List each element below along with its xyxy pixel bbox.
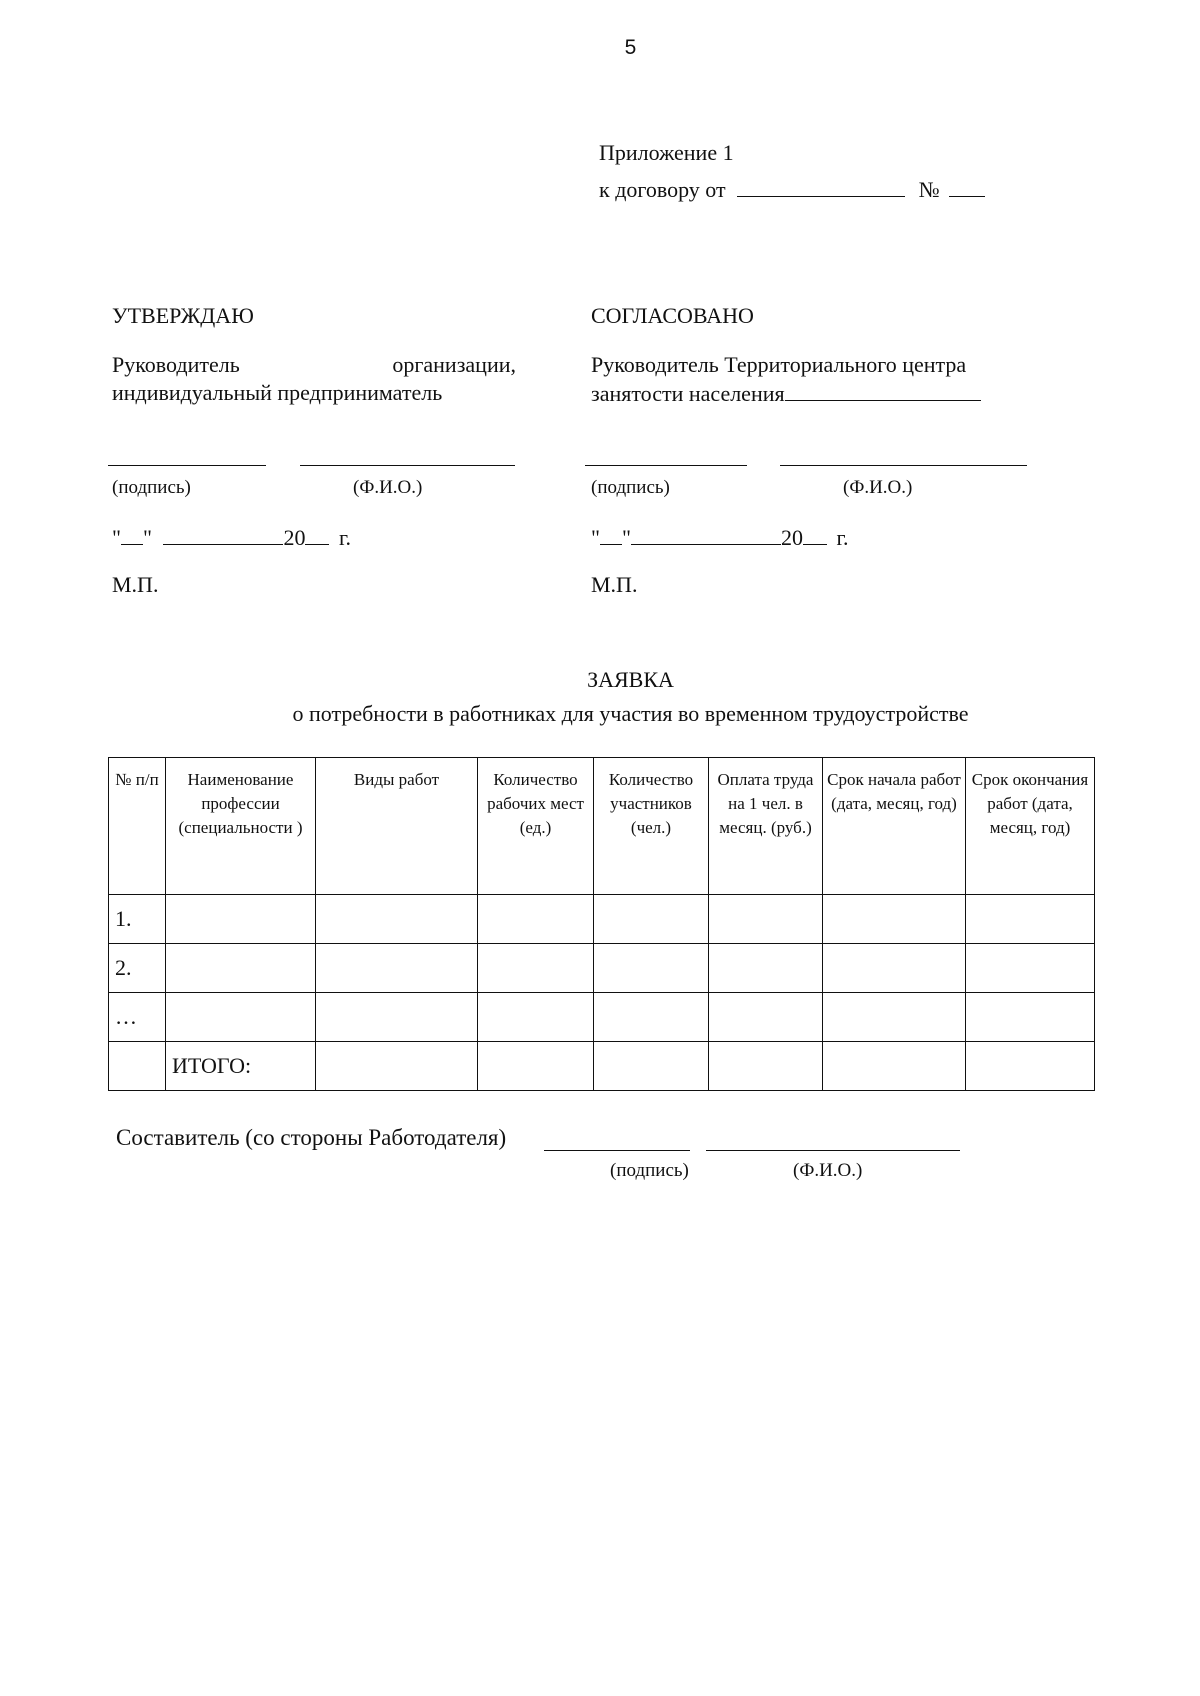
approver-name-caption: (Ф.И.О.) [353,477,423,498]
table-cell[interactable] [709,1042,823,1091]
approver-role-word2: организации, [392,352,516,377]
table-cell[interactable] [316,993,478,1042]
header-end-date: Срок окончания работ (дата, месяц, год) [966,758,1095,895]
date-year-blank [305,524,329,545]
header-profession: Наименование профессии (специальности ) [166,758,316,895]
date-month-blank [163,524,283,545]
table-cell[interactable] [709,993,823,1042]
profession-cell[interactable] [166,895,316,944]
approver-signature-line [108,465,266,466]
date-quote-close: " [142,525,152,550]
table-cell[interactable] [823,895,966,944]
date-quote-open: " [112,525,121,550]
compiler-name-caption: (Ф.И.О.) [793,1160,863,1181]
header-monthly-pay: Оплата труда на 1 чел. в месяц. (руб.) [709,758,823,895]
date-day-blank [121,524,143,545]
appendix-contract-line [599,176,985,203]
compiler-name-line [706,1150,960,1151]
table-row [109,895,1095,944]
agreed-heading: СОГЛАСОВАНО [591,303,754,328]
request-subtitle: о потребности в работниках для участия во временном трудоустройстве [292,701,969,726]
header-start-date: Срок начала работ (дата, месяц, год) [823,758,966,895]
profession-cell[interactable] [166,993,316,1042]
header-row-number: № п/п [109,758,166,895]
table-cell[interactable] [823,1042,966,1091]
approver-role-line2: индивидуальный предприниматель [112,380,443,405]
table-cell[interactable] [478,1042,594,1091]
table-header-row [109,758,1095,895]
table-cell[interactable] [594,993,709,1042]
table-cell[interactable] [966,944,1095,993]
date-year-suffix: г. [836,525,849,550]
compiler-signature-line [544,1150,690,1151]
total-label-cell: ИТОГО: [166,1042,316,1091]
agreer-role-line2 [591,380,981,407]
agreer-org-blank [785,380,981,401]
contract-date-blank [737,176,905,197]
header-work-types: Виды работ [316,758,478,895]
date-month-blank [631,524,781,545]
approve-heading: УТВЕРЖДАЮ [112,303,254,328]
table-cell[interactable] [316,944,478,993]
table-cell[interactable] [594,1042,709,1091]
table-total-row [109,1042,1095,1091]
agreer-date-line [591,524,849,551]
table-cell[interactable] [709,944,823,993]
header-participant-count: Количество участников (чел.) [594,758,709,895]
date-day-blank [600,524,622,545]
date-year-blank [803,524,827,545]
agreer-signature-line [585,465,747,466]
table-cell[interactable] [478,993,594,1042]
request-title: ЗАЯВКА [587,667,674,692]
table-cell[interactable] [823,944,966,993]
row-number-cell: … [109,993,166,1042]
agreer-stamp-mark: М.П. [591,572,638,597]
approver-date-line [112,524,351,551]
table-cell[interactable] [316,895,478,944]
table-cell[interactable] [316,1042,478,1091]
appendix-title: Приложение 1 [599,140,734,165]
compiler-signature-caption: (подпись) [610,1160,689,1181]
table-cell[interactable] [966,1042,1095,1091]
table-cell[interactable] [478,895,594,944]
table-cell[interactable] [709,895,823,944]
agreer-role-line1: Руководитель Территориального центра [591,352,967,377]
agreer-name-caption: (Ф.И.О.) [843,477,913,498]
date-quote-close: " [621,525,631,550]
approver-name-line [300,465,515,466]
date-year-prefix: 20 [780,525,803,550]
table-row [109,993,1095,1042]
compiler-line [116,1125,506,1151]
table-row [109,944,1095,993]
approver-role-line1 [112,352,516,378]
header-job-count: Количество рабочих мест (ед.) [478,758,594,895]
table-cell[interactable] [478,944,594,993]
approver-role-word1: Руководитель [112,352,240,377]
table-cell[interactable] [966,993,1095,1042]
date-quote-open: " [591,525,600,550]
date-year-prefix: 20 [283,525,306,550]
agreer-role-line2-text: занятости населения [591,381,785,406]
contract-number-sign: № [918,177,940,202]
approver-signature-caption: (подпись) [112,477,191,498]
agreer-signature-caption: (подпись) [591,477,670,498]
table-cell[interactable] [594,944,709,993]
date-year-suffix: г. [338,525,352,550]
table-cell[interactable] [966,895,1095,944]
row-number-cell: 1. [109,895,166,944]
compiler-label: Составитель (со стороны Работодателя) [116,1125,507,1150]
table-cell[interactable] [594,895,709,944]
row-number-cell: 2. [109,944,166,993]
request-table [108,757,1095,1091]
appendix-contract-prefix: к договору от [599,177,726,202]
approver-stamp-mark: М.П. [112,572,159,597]
agreer-name-line [780,465,1027,466]
row-number-cell [109,1042,166,1091]
table-cell[interactable] [823,993,966,1042]
profession-cell[interactable] [166,944,316,993]
contract-number-blank [949,176,985,197]
page-number: 5 [624,36,637,59]
